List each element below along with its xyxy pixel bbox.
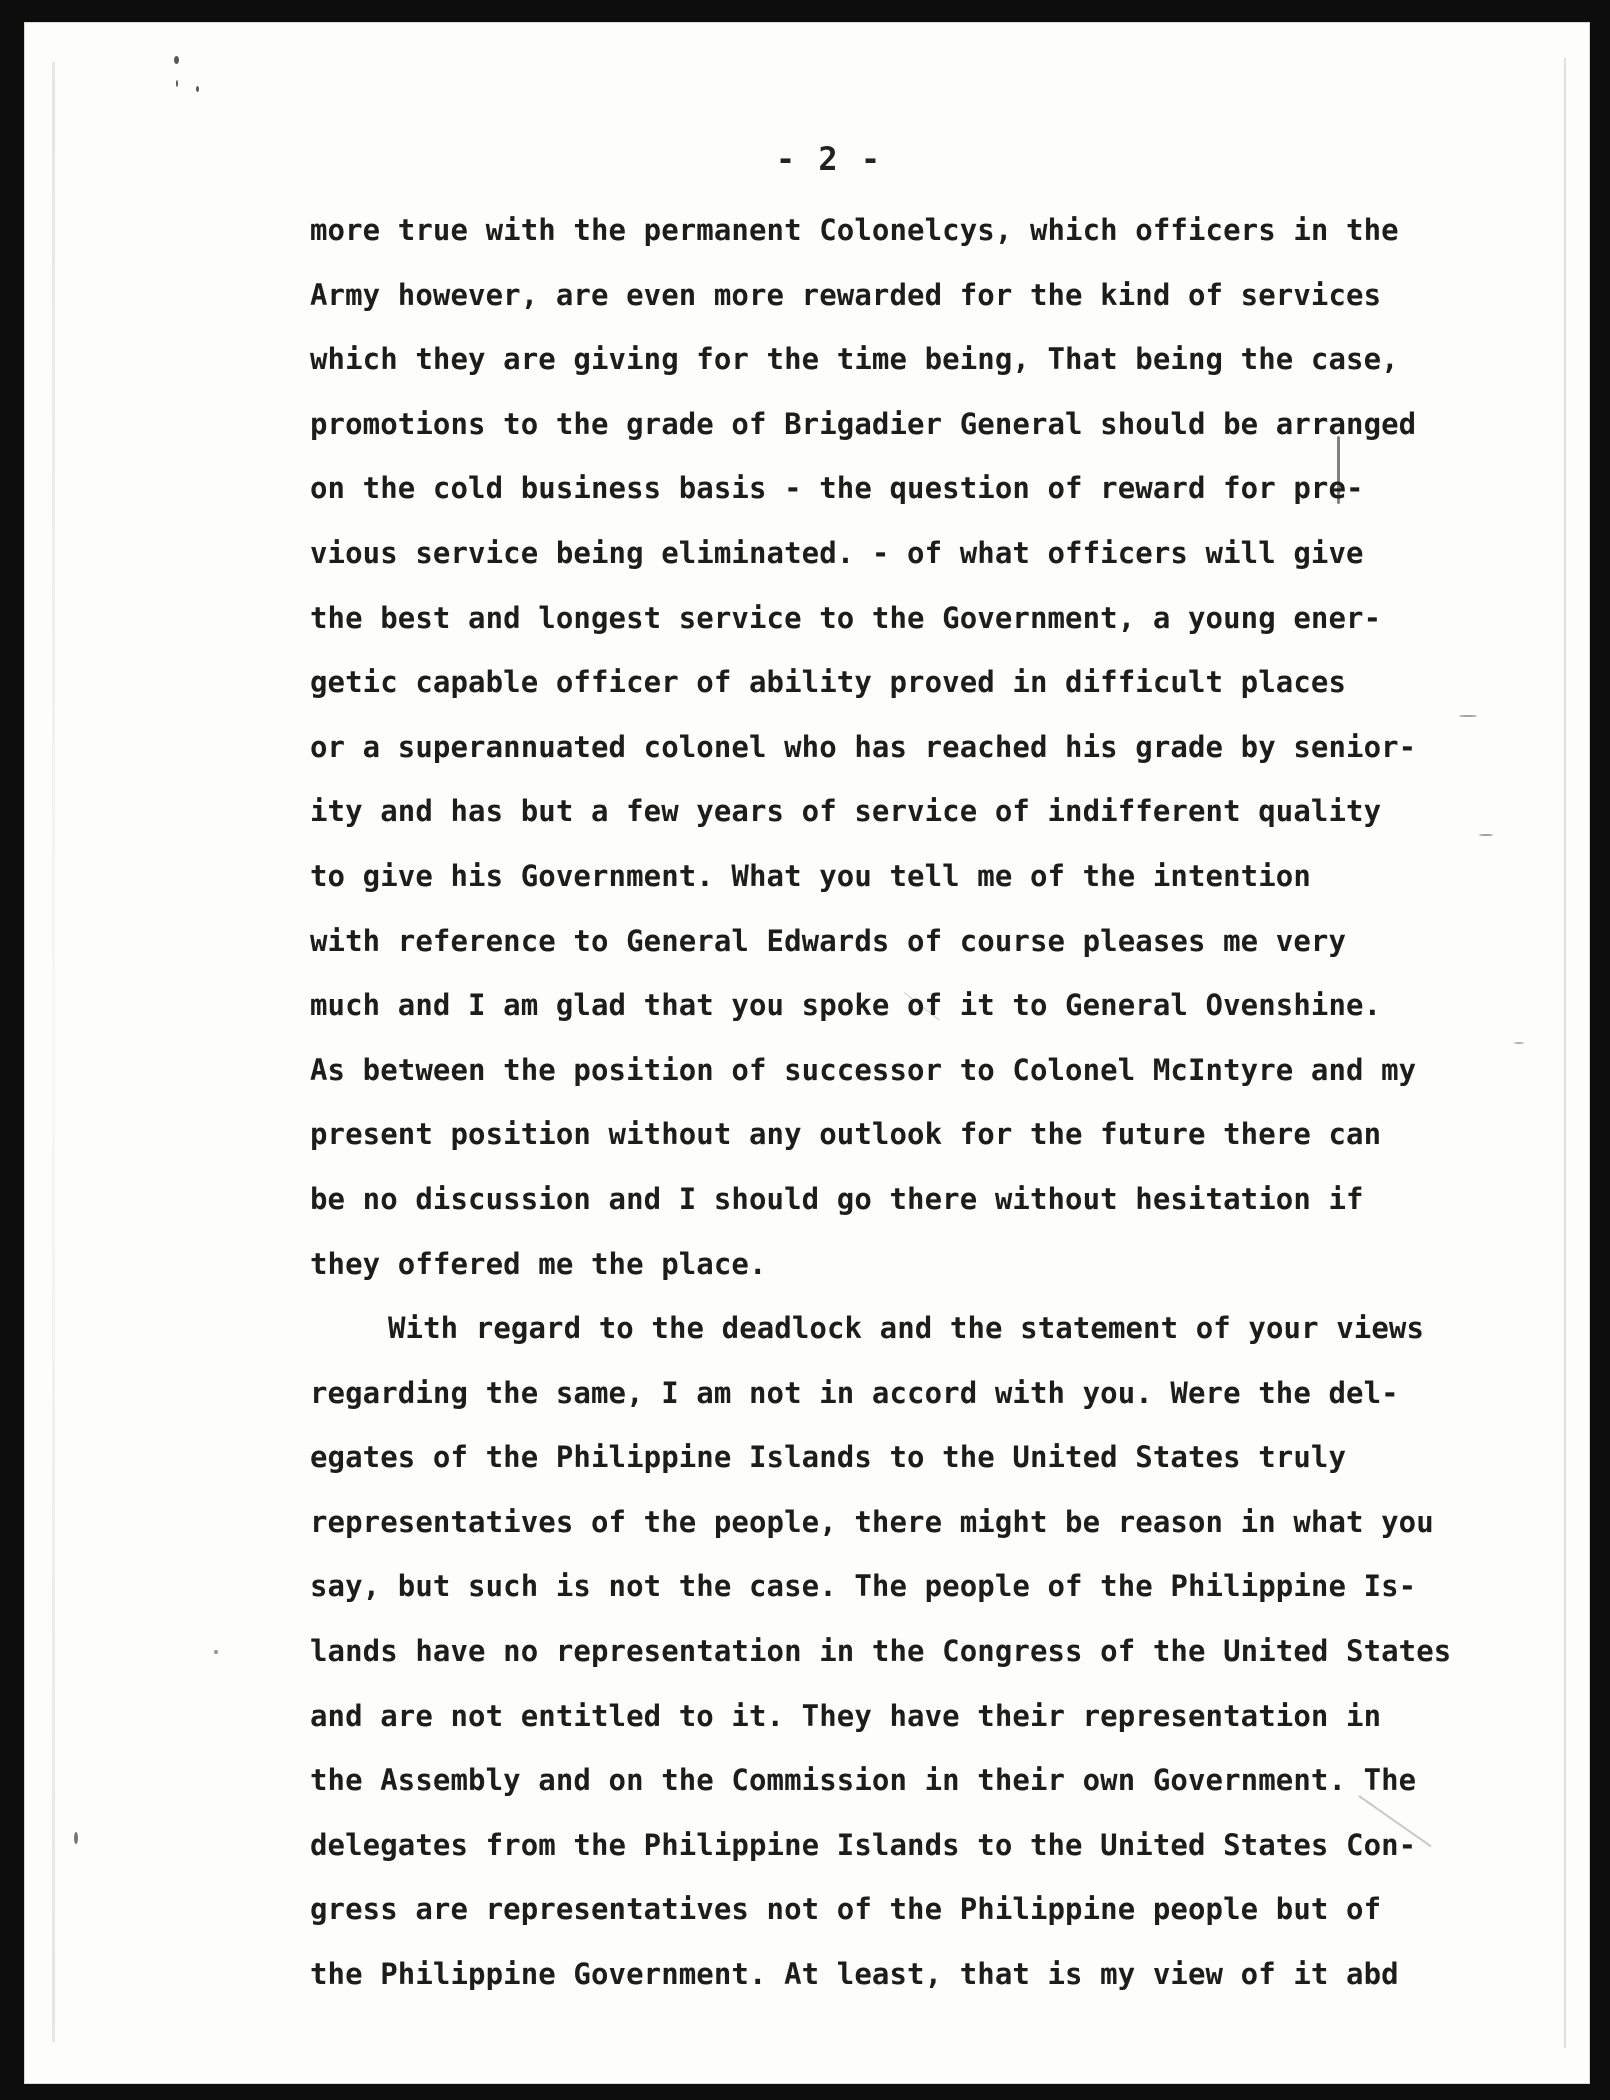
text-line: ity and has but a few years of service of indifferent quality (310, 794, 1382, 829)
text-line: egates of the Philippine Islands to the United States truly (310, 1440, 1347, 1475)
text-line: on the cold business basis - the question of reward for pre- (310, 471, 1364, 506)
page-number: - 2 - (775, 140, 883, 178)
text-line: or a superannuated colonel who has reached his grade by senior- (310, 729, 1417, 764)
text-line: be no discussion and I should go there without hesitation if (310, 1181, 1364, 1216)
text-line: lands have no representation in the Congress of the United States (310, 1634, 1452, 1669)
text-line: present position without any outlook for the future there can (310, 1117, 1382, 1152)
paper-right-edge (1564, 58, 1566, 2048)
text-line: with reference to General Edwards of course pleases me very (310, 923, 1347, 958)
scan-speck (176, 80, 178, 87)
text-line: representatives of the people, there might be reason in what you (310, 1504, 1434, 1539)
text-line: promotions to the grade of Brigadier General should be arranged (310, 406, 1417, 441)
text-line: regarding the same, I am not in accord with you. Were the del- (310, 1375, 1399, 1410)
text-line: and are not entitled to it. They have their representation in (310, 1698, 1382, 1733)
scan-speck (1459, 715, 1477, 717)
text-line: much and I am glad that you spoke of it to General Ovenshine. (310, 988, 1382, 1023)
text-line: getic capable officer of ability proved in difficult places (310, 665, 1347, 700)
text-line: say, but such is not the case. The people of the Philippine Is- (310, 1569, 1417, 1604)
scan-speck (74, 1832, 78, 1844)
text-line: gress are representatives not of the Philippine people but of (310, 1892, 1382, 1927)
paper-left-edge (52, 62, 55, 2042)
text-line: delegates from the Philippine Islands to the United States Con- (310, 1827, 1417, 1862)
document-page (24, 22, 1590, 2084)
scan-speck (196, 86, 199, 92)
document-text (310, 198, 1452, 2007)
scan-speck (1479, 834, 1493, 836)
text-line: they offered me the place. (310, 1246, 767, 1281)
text-line: Army however, are even more rewarded for the kind of services (310, 277, 1382, 312)
text-line: the best and longest service to the Government, a young ener- (310, 600, 1382, 635)
text-line: vious service being eliminated. - of what officers will give (310, 535, 1364, 570)
scan-speck (174, 56, 179, 64)
text-line: to give his Government. What you tell me of the intention (310, 858, 1311, 893)
text-line: which they are giving for the time being, That being the case, (310, 342, 1399, 377)
text-line: the Assembly and on the Commission in their own Government. The (310, 1763, 1417, 1798)
text-line: more true with the permanent Colonelcys, which officers in the (310, 213, 1399, 247)
scan-speck (214, 1650, 218, 1654)
text-line: As between the position of successor to Colonel McIntyre and my (310, 1052, 1417, 1087)
scan-speck (1514, 1042, 1524, 1044)
text-line: the Philippine Government. At least, that is my view of it abd (310, 1957, 1399, 1992)
text-line: With regard to the deadlock and the statement of your views (388, 1311, 1425, 1346)
